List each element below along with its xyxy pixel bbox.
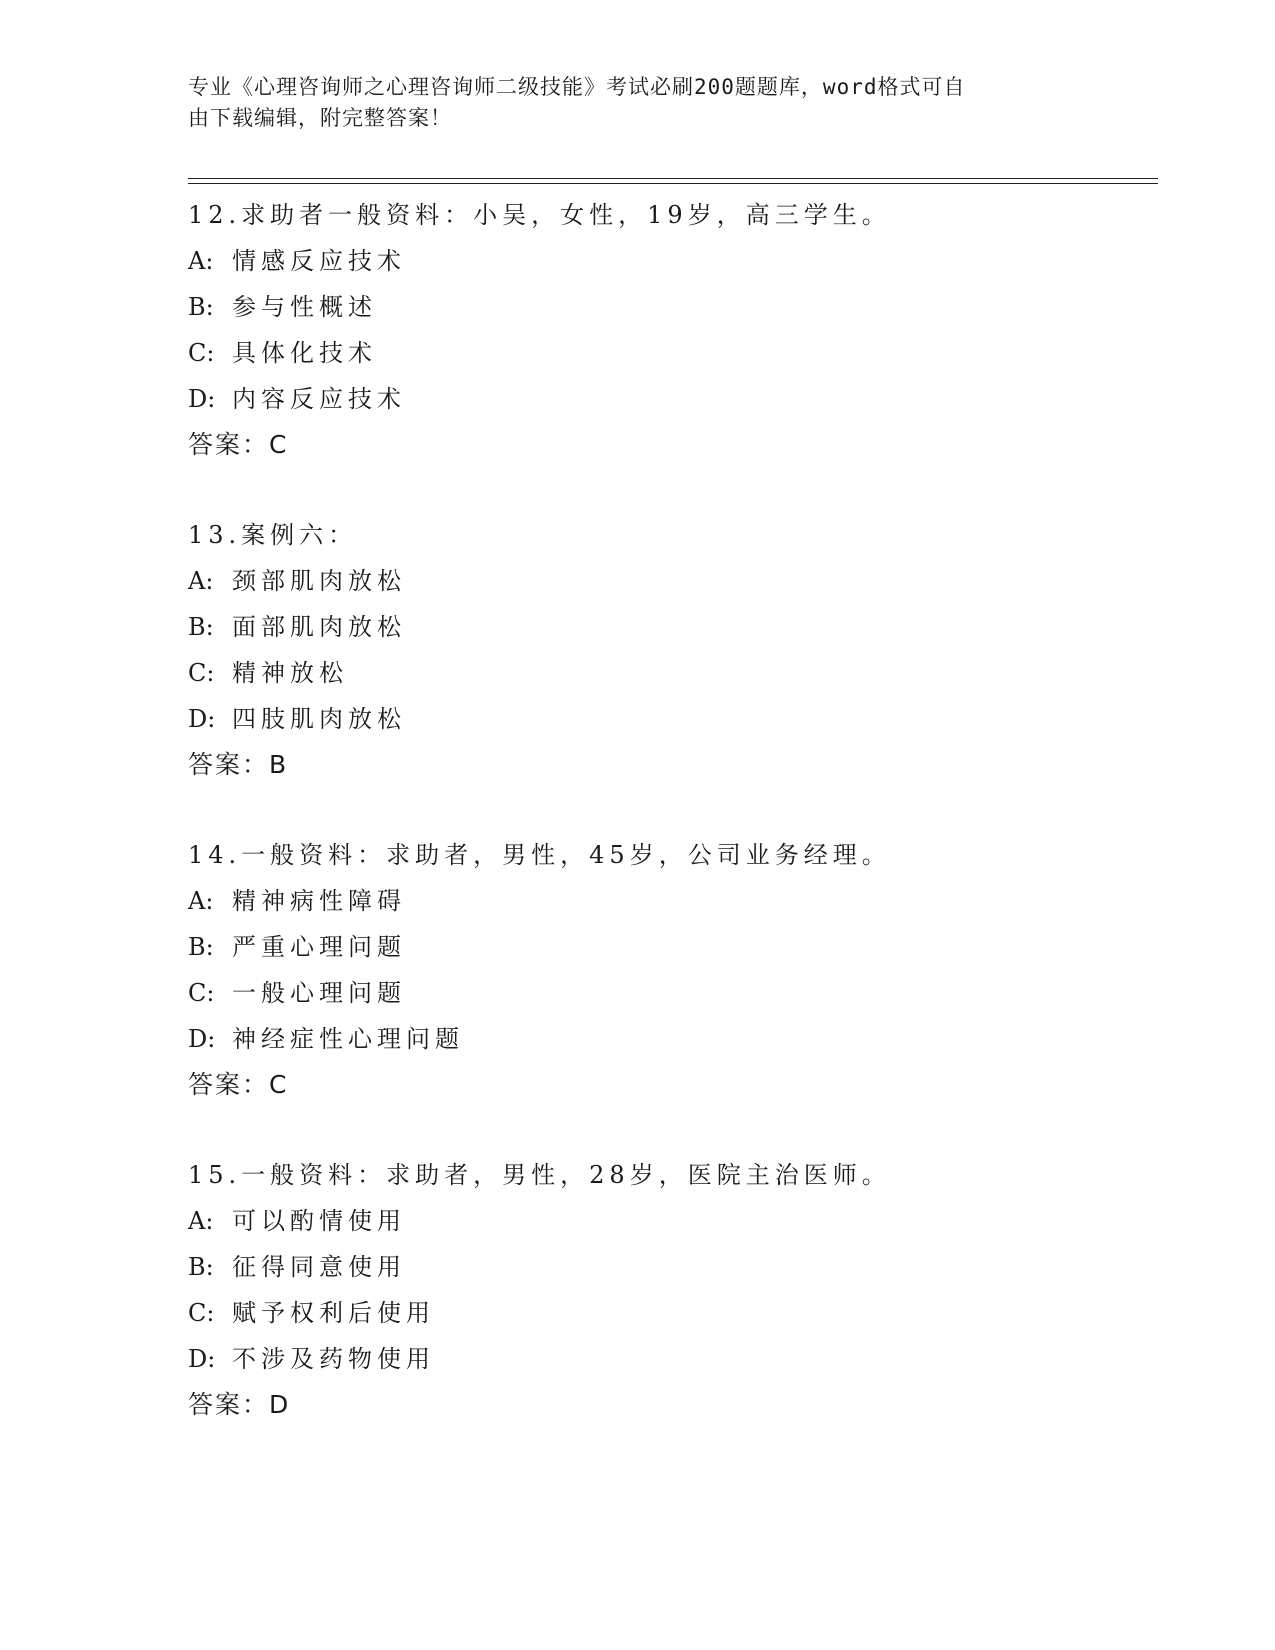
option-text: 一般心理问题 <box>232 979 406 1007</box>
option-text: 征得同意使用 <box>232 1253 406 1281</box>
option-b <box>188 284 1148 330</box>
option-letter: B: <box>188 933 214 961</box>
question-stem: 14.一般资料：求助者，男性，45岁，公司业务经理。 <box>188 841 891 869</box>
option-d <box>188 1336 1148 1382</box>
option-letter: D: <box>188 385 216 413</box>
option-text: 精神病性障碍 <box>232 887 406 915</box>
option-a <box>188 878 1148 924</box>
option-letter: B: <box>188 613 214 641</box>
option-letter: B: <box>188 293 214 321</box>
question-stem: 12.求助者一般资料：小吴，女性，19岁，高三学生。 <box>188 201 891 229</box>
question-15 <box>188 1152 1148 1472</box>
option-text: 不涉及药物使用 <box>232 1345 435 1373</box>
option-text: 参与性概述 <box>232 293 377 321</box>
option-a <box>188 558 1148 604</box>
option-d <box>188 1016 1148 1062</box>
option-b <box>188 924 1148 970</box>
answer-key: 答案：C <box>188 430 289 459</box>
option-text: 赋予权利后使用 <box>232 1299 435 1327</box>
header-line-1: 专业《心理咨询师之心理咨询师二级技能》考试必刷200题题库，word格式可自 <box>188 75 966 99</box>
header-divider-top <box>188 178 1158 179</box>
option-text: 内容反应技术 <box>232 385 406 413</box>
option-d <box>188 696 1148 742</box>
option-text: 神经症性心理问题 <box>232 1025 464 1053</box>
option-text: 面部肌肉放松 <box>232 613 406 641</box>
option-letter: B: <box>188 1253 214 1281</box>
option-text: 颈部肌肉放松 <box>232 567 406 595</box>
option-text: 精神放松 <box>232 659 348 687</box>
option-letter: C: <box>188 979 215 1007</box>
question-list <box>188 192 1148 1472</box>
option-c <box>188 650 1148 696</box>
option-c <box>188 330 1148 376</box>
answer-key: 答案：B <box>188 750 289 779</box>
option-c <box>188 1290 1148 1336</box>
question-stem: 15.一般资料：求助者，男性，28岁，医院主治医师。 <box>188 1161 891 1189</box>
question-stem: 13.案例六： <box>188 521 358 549</box>
option-c <box>188 970 1148 1016</box>
option-d <box>188 376 1148 422</box>
answer-key: 答案：D <box>188 1390 291 1419</box>
option-text: 具体化技术 <box>232 339 377 367</box>
option-letter: C: <box>188 339 215 367</box>
header-divider-bottom <box>188 183 1158 184</box>
option-a <box>188 238 1148 284</box>
question-13 <box>188 512 1148 832</box>
option-text: 情感反应技术 <box>232 247 406 275</box>
option-text: 可以酌情使用 <box>232 1207 406 1235</box>
option-text: 严重心理问题 <box>232 933 406 961</box>
option-letter: A: <box>188 567 214 595</box>
question-12 <box>188 192 1148 512</box>
option-letter: A: <box>188 247 214 275</box>
option-letter: D: <box>188 705 216 733</box>
option-letter: D: <box>188 1025 216 1053</box>
option-letter: C: <box>188 659 215 687</box>
option-b <box>188 604 1148 650</box>
option-text: 四肢肌肉放松 <box>232 705 406 733</box>
document-header-note <box>188 72 1088 134</box>
answer-key: 答案：C <box>188 1070 289 1099</box>
option-b <box>188 1244 1148 1290</box>
option-letter: A: <box>188 887 214 915</box>
header-line-2: 由下载编辑，附完整答案！ <box>188 106 452 130</box>
option-letter: D: <box>188 1345 216 1373</box>
option-a <box>188 1198 1148 1244</box>
question-14 <box>188 832 1148 1152</box>
option-letter: C: <box>188 1299 215 1327</box>
option-letter: A: <box>188 1207 214 1235</box>
